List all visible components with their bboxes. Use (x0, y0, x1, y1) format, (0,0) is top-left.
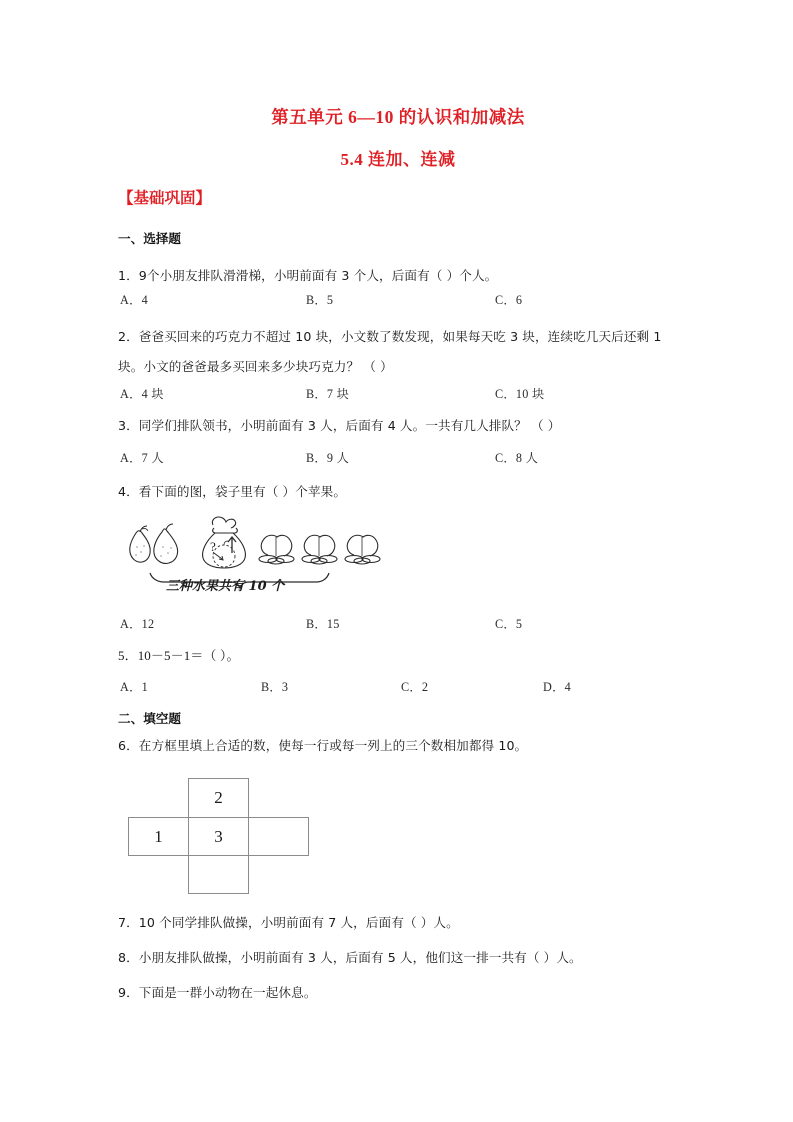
grid-cell-middle[interactable]: 3 (188, 817, 249, 856)
question-9-text: 9．下面是一群小动物在一起休息。 (118, 985, 317, 1000)
question-5-text: 5．10－5－1＝（ ）。 (118, 648, 240, 663)
question-4-text: 4．看下面的图，袋子里有（ ）个苹果。 (118, 484, 347, 499)
page-title: 第五单元 6—10 的认识和加减法 (271, 107, 525, 127)
question-6-text: 6．在方框里填上合适的数，使每一行或每一列上的三个数相加都得 10。 (118, 738, 528, 753)
grid-cell-top[interactable]: 2 (188, 778, 249, 818)
question-8-text: 8．小朋友排队做操，小明前面有 3 人，后面有 5 人，他们这一排一共有（ ）人。 (118, 950, 582, 965)
option-1-c[interactable]: C．6 (495, 293, 523, 307)
option-3-a[interactable]: A．7 人 (120, 451, 164, 465)
option-3-c[interactable]: C．8 人 (495, 451, 539, 465)
heading-choice-questions: 一、选择题 (118, 231, 181, 246)
question-2-options (118, 385, 680, 403)
question-1-options (118, 291, 680, 309)
option-3-b[interactable]: B．9 人 (306, 451, 350, 465)
bag-arrow-icon (214, 537, 236, 560)
question-2-text: 2．爸爸买回来的巧克力不超过 10 块，小文数了数发现，如果每天吃 3 块，连续吃几天后还剩 1 块。小文的爸爸最多买回来多少块巧克力？ （ ） (118, 329, 662, 374)
question-5-options (118, 678, 680, 696)
cross-number-grid (128, 778, 314, 893)
option-1-b[interactable]: B．5 (306, 293, 334, 307)
peach-icon (259, 535, 294, 564)
heading-fill-questions: 二、填空题 (118, 711, 181, 726)
peach-icon (302, 535, 337, 564)
grid-cell-right[interactable] (248, 817, 309, 856)
bag-question-mark (210, 539, 216, 554)
pear-icon (154, 524, 178, 563)
option-2-b[interactable]: B．7 块 (306, 387, 350, 401)
option-5-c[interactable]: C．2 (401, 680, 429, 694)
peach-icon (345, 535, 380, 564)
bag-icon (203, 517, 246, 568)
question-4-options (118, 615, 680, 633)
page-subtitle: 5.4 连加、连减 (340, 150, 456, 169)
option-2-c[interactable]: C．10 块 (495, 387, 545, 401)
option-5-d[interactable]: D．4 (543, 680, 571, 694)
question-3-options (118, 449, 680, 467)
option-1-a[interactable]: A．4 (120, 293, 148, 307)
option-4-a[interactable]: A．12 (120, 617, 155, 631)
option-5-b[interactable]: B．3 (261, 680, 289, 694)
question-7-text: 7．10 个同学排队做操，小明前面有 7 人，后面有（ ）人。 (118, 915, 459, 930)
option-4-c[interactable]: C．5 (495, 617, 523, 631)
pear-icon (130, 526, 150, 562)
svg-text:?: ? (210, 539, 216, 554)
section-label-basic: 【基础巩固】 (118, 189, 212, 207)
fruit-figure (118, 503, 418, 598)
question-1-text: 1．9个小朋友排队滑滑梯，小明前面有 3 个人，后面有（ ）个人。 (118, 268, 498, 283)
option-4-b[interactable]: B．15 (306, 617, 340, 631)
grid-cell-left[interactable]: 1 (128, 817, 189, 856)
option-5-a[interactable]: A．1 (120, 680, 148, 694)
grid-cell-bottom[interactable] (188, 855, 249, 894)
figure-caption: 三种水果共有 10 个 (166, 579, 285, 594)
question-3-text: 3．同学们排队领书，小明前面有 3 人，后面有 4 人。一共有几人排队？ （ ） (118, 418, 561, 433)
option-2-a[interactable]: A．4 块 (120, 387, 164, 401)
